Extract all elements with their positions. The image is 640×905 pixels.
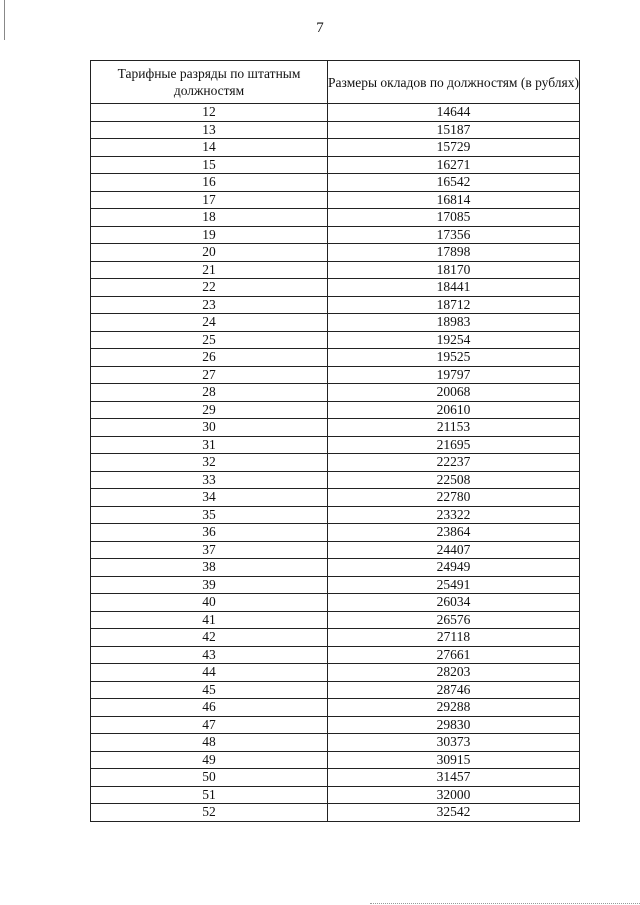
- table-row: [91, 489, 580, 507]
- salary-amount-cell: 29830: [328, 716, 580, 734]
- tariff-grade-cell: 43: [91, 646, 328, 664]
- salary-amount-cell: 25491: [328, 576, 580, 594]
- table-row: [91, 314, 580, 332]
- tariff-grade-cell: 13: [91, 121, 328, 139]
- page-number: 7: [316, 20, 324, 36]
- salary-amount-cell: 19525: [328, 349, 580, 367]
- salary-amount-cell: 28746: [328, 681, 580, 699]
- salary-amount-cell: 32542: [328, 804, 580, 822]
- tariff-grade-cell: 18: [91, 209, 328, 227]
- tariff-grade-cell: 19: [91, 226, 328, 244]
- salary-amount-cell: 20068: [328, 384, 580, 402]
- salary-amount-cell: 20610: [328, 401, 580, 419]
- salary-amount-cell: 18712: [328, 296, 580, 314]
- table-row: [91, 786, 580, 804]
- tariff-grade-cell: 44: [91, 664, 328, 682]
- salary-amount-cell: 22237: [328, 454, 580, 472]
- table-row: [91, 541, 580, 559]
- tariff-grade-cell: 25: [91, 331, 328, 349]
- salary-amount-cell: 27661: [328, 646, 580, 664]
- tariff-grade-cell: 42: [91, 629, 328, 647]
- table-row: [91, 751, 580, 769]
- tariff-grade-cell: 27: [91, 366, 328, 384]
- salary-amount-cell: 15729: [328, 139, 580, 157]
- tariff-grade-cell: 12: [91, 104, 328, 122]
- tariff-grade-cell: 23: [91, 296, 328, 314]
- tariff-grade-cell: 26: [91, 349, 328, 367]
- tariff-grade-cell: 22: [91, 279, 328, 297]
- salary-amount-cell: 22508: [328, 471, 580, 489]
- salary-amount-cell: 18170: [328, 261, 580, 279]
- tariff-grade-cell: 47: [91, 716, 328, 734]
- tariff-grade-cell: 50: [91, 769, 328, 787]
- tariff-grade-cell: 24: [91, 314, 328, 332]
- table-row: [91, 524, 580, 542]
- tariff-grade-cell: 35: [91, 506, 328, 524]
- table-row: [91, 576, 580, 594]
- table-row: [91, 226, 580, 244]
- table-row: [91, 699, 580, 717]
- table-row: [91, 139, 580, 157]
- salary-amount-cell: 14644: [328, 104, 580, 122]
- salary-amount-cell: 30915: [328, 751, 580, 769]
- salary-amount-cell: 31457: [328, 769, 580, 787]
- salary-amount-cell: 23864: [328, 524, 580, 542]
- table-row: [91, 244, 580, 262]
- salary-amount-cell: 26576: [328, 611, 580, 629]
- tariff-grade-cell: 17: [91, 191, 328, 209]
- tariff-grade-cell: 20: [91, 244, 328, 262]
- table-header-row: [91, 61, 580, 104]
- salary-amount-cell: 16814: [328, 191, 580, 209]
- tariff-grade-cell: 33: [91, 471, 328, 489]
- table-row: [91, 174, 580, 192]
- tariff-grade-cell: 51: [91, 786, 328, 804]
- tariff-grade-cell: 32: [91, 454, 328, 472]
- table-row: [91, 594, 580, 612]
- tariff-grade-cell: 21: [91, 261, 328, 279]
- table-row: [91, 734, 580, 752]
- salary-amount-cell: 26034: [328, 594, 580, 612]
- salary-amount-cell: 32000: [328, 786, 580, 804]
- salary-amount-cell: 21695: [328, 436, 580, 454]
- tariff-grade-cell: 37: [91, 541, 328, 559]
- tariff-grade-cell: 45: [91, 681, 328, 699]
- tariff-grade-cell: 30: [91, 419, 328, 437]
- table-row: [91, 471, 580, 489]
- salary-amount-cell: 22780: [328, 489, 580, 507]
- table-row: [91, 366, 580, 384]
- salary-amount-cell: 24949: [328, 559, 580, 577]
- salary-amount-cell: 23322: [328, 506, 580, 524]
- tariff-grade-cell: 40: [91, 594, 328, 612]
- header-tariff-grades: Тарифные разряды по штатным должностям: [91, 61, 328, 104]
- table-row: [91, 629, 580, 647]
- table-row: [91, 261, 580, 279]
- tariff-grade-cell: 38: [91, 559, 328, 577]
- salary-amount-cell: 15187: [328, 121, 580, 139]
- table-row: [91, 804, 580, 822]
- salary-amount-cell: 17356: [328, 226, 580, 244]
- salary-amount-cell: 19797: [328, 366, 580, 384]
- table-row: [91, 436, 580, 454]
- table-row: [91, 769, 580, 787]
- table-row: [91, 191, 580, 209]
- table-row: [91, 349, 580, 367]
- table-row: [91, 716, 580, 734]
- tariff-grade-cell: 39: [91, 576, 328, 594]
- salary-amount-cell: 16271: [328, 156, 580, 174]
- tariff-grade-cell: 34: [91, 489, 328, 507]
- salary-table-container: [90, 60, 579, 822]
- salary-amount-cell: 16542: [328, 174, 580, 192]
- tariff-grade-cell: 31: [91, 436, 328, 454]
- salary-amount-cell: 28203: [328, 664, 580, 682]
- table-row: [91, 401, 580, 419]
- salary-amount-cell: 27118: [328, 629, 580, 647]
- salary-amount-cell: 21153: [328, 419, 580, 437]
- tariff-grade-cell: 29: [91, 401, 328, 419]
- tariff-grade-cell: 15: [91, 156, 328, 174]
- table-row: [91, 559, 580, 577]
- tariff-grade-cell: 16: [91, 174, 328, 192]
- tariff-grade-cell: 48: [91, 734, 328, 752]
- tariff-grade-cell: 14: [91, 139, 328, 157]
- table-row: [91, 279, 580, 297]
- table-row: [91, 121, 580, 139]
- salary-amount-cell: 17898: [328, 244, 580, 262]
- table-row: [91, 104, 580, 122]
- table-row: [91, 454, 580, 472]
- tariff-grade-cell: 49: [91, 751, 328, 769]
- table-row: [91, 384, 580, 402]
- table-row: [91, 209, 580, 227]
- salary-amount-cell: 19254: [328, 331, 580, 349]
- table-row: [91, 611, 580, 629]
- tariff-grade-cell: 28: [91, 384, 328, 402]
- table-row: [91, 681, 580, 699]
- salary-amount-cell: 18983: [328, 314, 580, 332]
- table-row: [91, 506, 580, 524]
- header-salary-amounts: Размеры окладов по должностям (в рублях): [328, 61, 580, 104]
- salary-amount-cell: 29288: [328, 699, 580, 717]
- table-row: [91, 331, 580, 349]
- salary-amount-cell: 24407: [328, 541, 580, 559]
- table-row: [91, 646, 580, 664]
- table-row: [91, 664, 580, 682]
- tariff-grade-cell: 46: [91, 699, 328, 717]
- salary-table: [90, 60, 580, 822]
- table-body: [91, 104, 580, 822]
- tariff-grade-cell: 52: [91, 804, 328, 822]
- salary-amount-cell: 18441: [328, 279, 580, 297]
- tariff-grade-cell: 36: [91, 524, 328, 542]
- salary-amount-cell: 17085: [328, 209, 580, 227]
- table-row: [91, 419, 580, 437]
- table-row: [91, 296, 580, 314]
- salary-amount-cell: 30373: [328, 734, 580, 752]
- tariff-grade-cell: 41: [91, 611, 328, 629]
- table-row: [91, 156, 580, 174]
